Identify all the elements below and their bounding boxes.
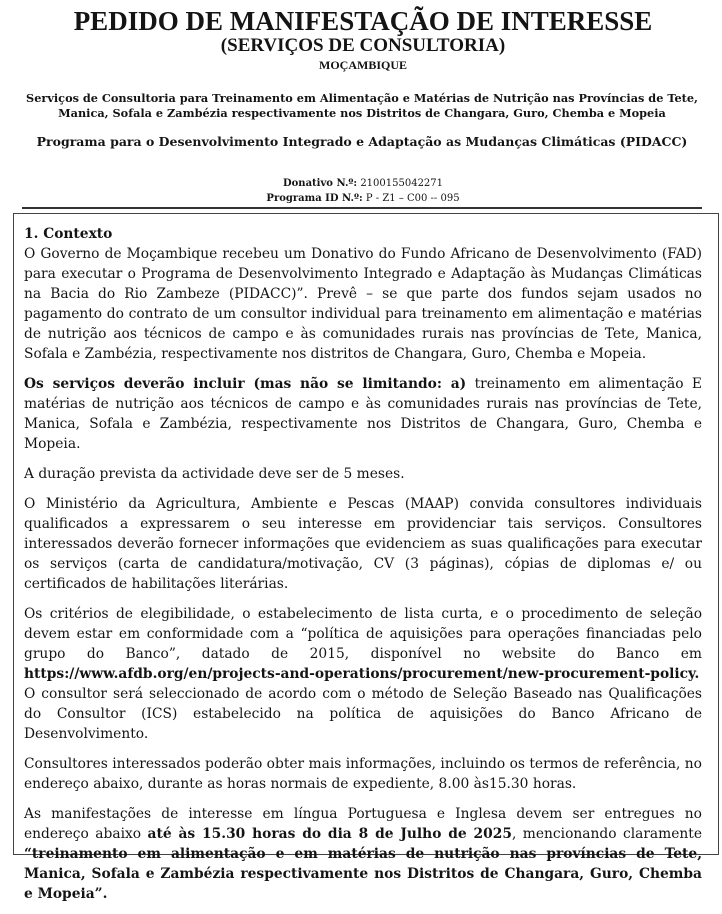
paragraph-information: Consultores interessados poderão obter mais informações, incluindo os termos de referência, no endereço abaixo, durante as horas normais de expediente, 8.00 às15.30 horas. (24, 756, 702, 792)
section-heading (24, 224, 702, 244)
programme-id-reference (0, 192, 722, 205)
submission-text: As manifestações de interesse em língua Portuguesa e Inglesa devem ser entregues no endereço abaixo (24, 806, 702, 842)
paragraph-context: O Governo de Moçambique recebeu um Donativo do Fundo Africano de Desenvolvimento (FAD) para executar o Programa de Desenvolvimento Integrado e Adaptação às Mudanças Climáticas na Bacia do Rio Zambeze (PIDACC)”. Prevê – se que parte dos fundos sejam usados no pagamento do contrato de um consultor individual para treinamento em alimentação e matérias de nutrição aos técnicos de campo e às comunidades rurais nas províncias de Tete, Manica, Sofala e Zambézia, respectivamente nos distritos de Changara, Guro, Chemba e Mopeia. (24, 246, 702, 362)
submission-text-continued: , mencionando claramente (511, 826, 702, 842)
paragraph-duration: A duração prevista da actividade deve ser de 5 meses. (24, 466, 405, 482)
paragraph-submission (24, 804, 702, 904)
programme-title: Programa para o Desenvolvimento Integrado e Adaptação as Mudanças Climáticas (PIDACC) (36, 134, 688, 149)
header-divider (22, 207, 702, 209)
programme-id-label: Programa ID N.º: (266, 193, 363, 204)
notice-subtitle: (SERVIÇOS DE CONSULTORIA) (220, 35, 506, 56)
services-lead: Os serviços deverão incluir (mas não se limitando: a) (24, 376, 467, 392)
section-number: 1. (24, 226, 39, 242)
country-label: MOÇAMBIQUE (319, 58, 407, 72)
submission-subject: “treinamento em alimentação e em matérias de nutrição nas províncias de Tete, Manica, Sofala e Zambézia respectivamente nos Distritos de Changara, Guro, Chemba e Mopeia”. (24, 846, 702, 902)
paragraph-criteria (24, 604, 702, 744)
section-title: Contexto (43, 226, 113, 242)
donation-number: 2100155042271 (360, 178, 444, 189)
procurement-policy-link[interactable]: https://www.afdb.org/en/projects-and-operations/procurement/new-procurement-policy. (24, 666, 700, 682)
paragraph-services (24, 374, 702, 454)
programme-id-value: P - Z1 – C00 -- 095 (365, 193, 460, 204)
criteria-text: Os critérios de elegibilidade, o estabelecimento de lista curta, e o procedimento de seleção devem estar em conformidade com a “política de aquisições para operações financiadas pelo grupo do Banco”, datado de 2015, disponível no website do Banco em (24, 606, 702, 662)
notice-body (24, 224, 702, 914)
donation-label: Donativo N.º: (282, 178, 358, 189)
notice-title: PEDIDO DE MANIFESTAÇÃO DE INTERESSE (73, 6, 653, 36)
donation-reference (0, 177, 722, 190)
criteria-text-continued: O consultor será seleccionado de acordo com o método de Seleção Baseado nas Qualificações do Consultor (ICS) estabelecido na política de aquisições do Banco Africano de Desenvolvimento. (24, 686, 702, 742)
submission-deadline: até às 15.30 horas do dia 8 de Julho de 2025 (147, 826, 512, 842)
services-title: Serviços de Consultoria para Treinamento em Alimentação e Matérias de Nutrição nas Províncias de Tete, Manica, Sofala e Zambézia respectivamente nos Distritos de Changara, Guro, Chemba e Mopeia (26, 91, 698, 120)
services-text: treinamento em alimentação E matérias de nutrição aos técnicos de campo e às comunidades rurais nas províncias de Tete, Manica, Sofala e Zambézia, respectivamente nos Distritos de Changara, Guro, Chemba e Mopeia. (24, 376, 703, 452)
paragraph-invitation: O Ministério da Agricultura, Ambiente e Pescas (MAAP) convida consultores individuais qualificados a expressarem o seu interesse em providenciar tais serviços. Consultores interessados deverão fornecer informações que evidenciem as suas qualificações para executar os serviços (carta de candidatura/motivação, CV (3 páginas), cópias de diplomas e/ ou certificados de habilitações literárias. (24, 496, 702, 592)
